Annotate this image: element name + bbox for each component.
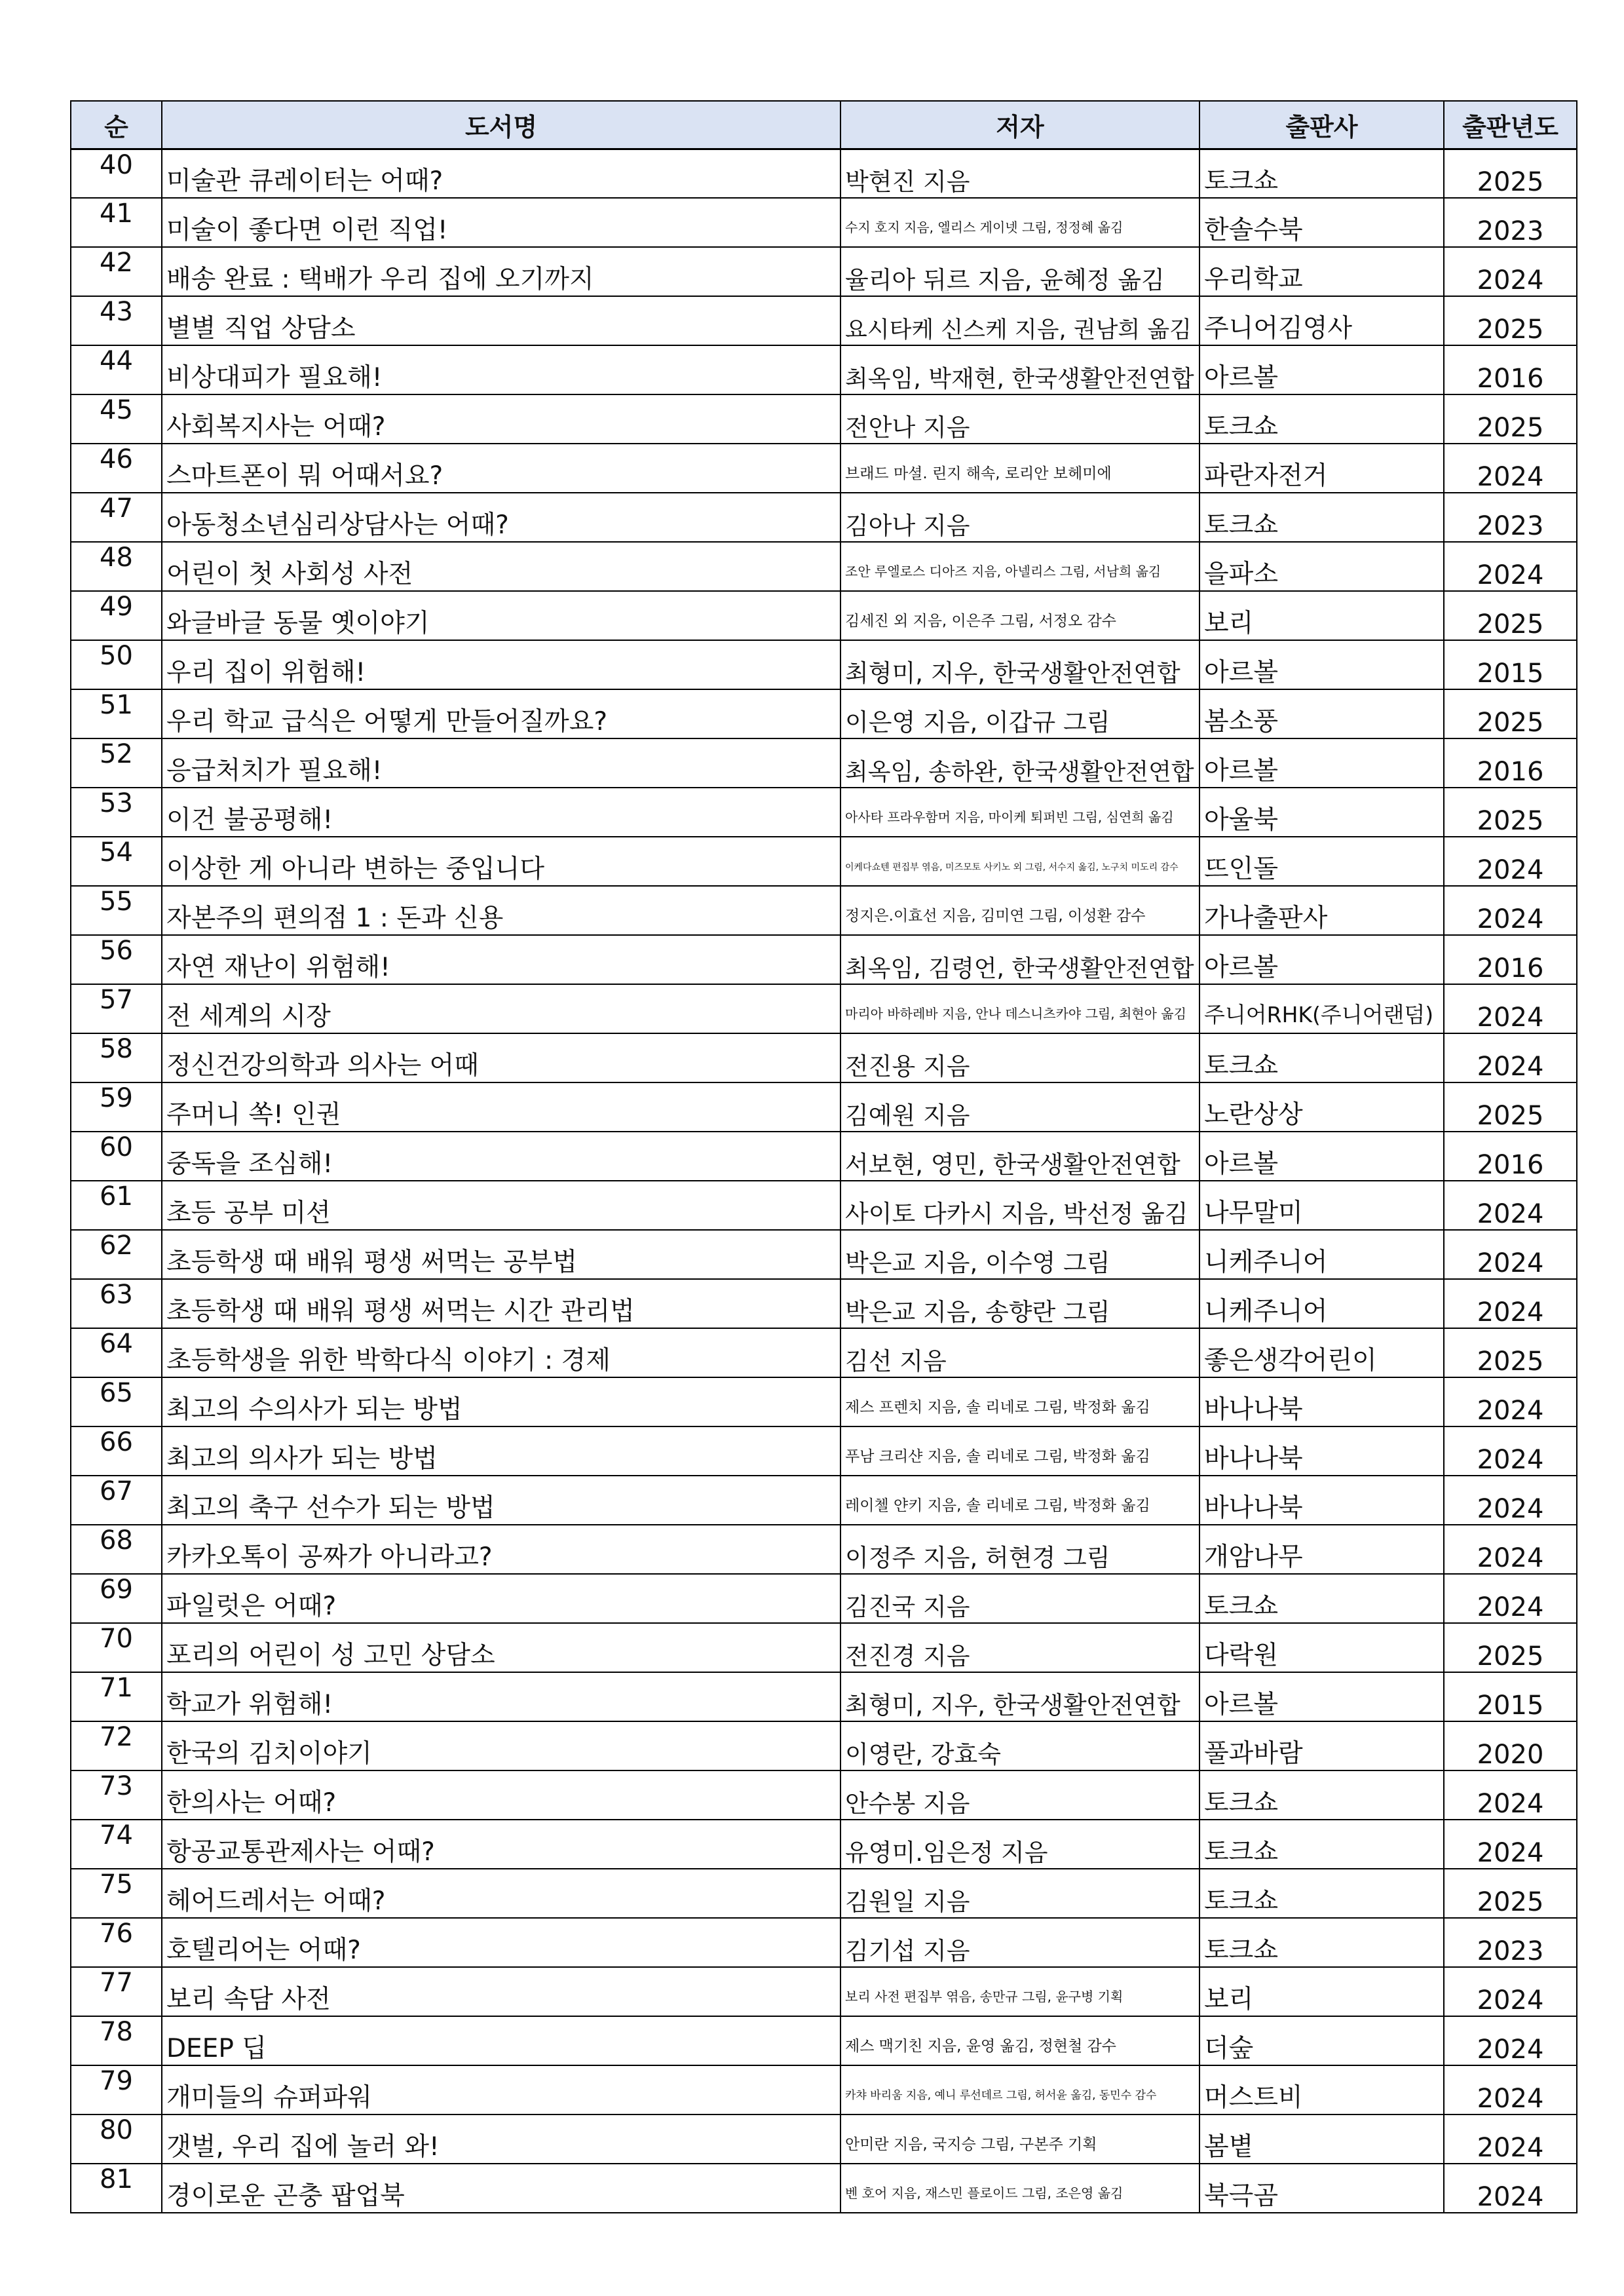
book-year: 2025 [1444, 1082, 1577, 1132]
row-number: 45 [71, 394, 162, 444]
table-row [71, 542, 1577, 591]
row-number: 65 [71, 1377, 162, 1426]
row-number: 58 [71, 1033, 162, 1082]
row-number: 53 [71, 788, 162, 837]
book-publisher: 아르볼 [1199, 738, 1444, 788]
row-number: 80 [71, 2114, 162, 2164]
book-year: 2020 [1444, 1721, 1577, 1770]
book-publisher: 아울북 [1199, 788, 1444, 837]
table-row [71, 1377, 1577, 1426]
book-year: 2025 [1444, 788, 1577, 837]
header-no: 순 [71, 101, 162, 149]
book-publisher: 바나나북 [1199, 1476, 1444, 1525]
header-row [71, 101, 1577, 149]
book-year: 2025 [1444, 689, 1577, 738]
book-author: 제스 프렌치 지음, 솔 리네로 그림, 박정화 옮김 [840, 1377, 1199, 1426]
row-number: 48 [71, 542, 162, 591]
book-author: 요시타케 신스케 지음, 권남희 옮김 [840, 296, 1199, 345]
table-row [71, 394, 1577, 444]
row-number: 77 [71, 1967, 162, 2016]
row-number: 63 [71, 1279, 162, 1328]
table-row [71, 984, 1577, 1033]
book-author: 박현진 지음 [840, 149, 1199, 198]
table-row [71, 1918, 1577, 1967]
table-row [71, 837, 1577, 886]
book-publisher: 보리 [1199, 591, 1444, 640]
table-row [71, 1328, 1577, 1377]
book-year: 2024 [1444, 2016, 1577, 2065]
book-author: 김진국 지음 [840, 1574, 1199, 1623]
row-number: 70 [71, 1623, 162, 1672]
book-title: 이상한 게 아니라 변하는 중입니다 [162, 837, 840, 886]
book-title: 초등 공부 미션 [162, 1181, 840, 1230]
table-row [71, 738, 1577, 788]
book-title: 최고의 의사가 되는 방법 [162, 1426, 840, 1476]
row-number: 44 [71, 345, 162, 394]
header-author: 저자 [840, 101, 1199, 149]
book-publisher: 다락원 [1199, 1623, 1444, 1672]
row-number: 60 [71, 1132, 162, 1181]
book-title: 배송 완료 : 택배가 우리 집에 오기까지 [162, 247, 840, 296]
book-year: 2016 [1444, 1132, 1577, 1181]
table-row [71, 444, 1577, 493]
table-row [71, 1770, 1577, 1820]
book-year: 2024 [1444, 1377, 1577, 1426]
book-year: 2015 [1444, 1672, 1577, 1721]
table-row [71, 149, 1577, 198]
book-title: 경이로운 곤충 팝업북 [162, 2164, 840, 2213]
table-row [71, 1967, 1577, 2016]
row-number: 61 [71, 1181, 162, 1230]
book-year: 2024 [1444, 1967, 1577, 2016]
book-title: 별별 직업 상담소 [162, 296, 840, 345]
book-year: 2024 [1444, 1574, 1577, 1623]
table-row [71, 2164, 1577, 2213]
book-author: 이케다쇼텐 편집부 엮음, 미즈모토 사키노 외 그림, 서수지 옮김, 노구치 미도리 감수 [840, 837, 1199, 886]
book-author: 레이첼 얀키 지음, 솔 리네로 그림, 박정화 옮김 [840, 1476, 1199, 1525]
book-publisher: 한솔수북 [1199, 198, 1444, 247]
book-publisher: 주니어김영사 [1199, 296, 1444, 345]
book-title: 헤어드레서는 어때? [162, 1869, 840, 1918]
book-year: 2024 [1444, 2164, 1577, 2213]
book-year: 2024 [1444, 1279, 1577, 1328]
book-author: 보리 사전 편집부 엮음, 송만규 그림, 윤구병 기획 [840, 1967, 1199, 2016]
table-row [71, 1426, 1577, 1476]
book-title: 이건 불공평해! [162, 788, 840, 837]
book-title: 카카오톡이 공짜가 아니라고? [162, 1525, 840, 1574]
row-number: 68 [71, 1525, 162, 1574]
book-publisher: 가나출판사 [1199, 886, 1444, 935]
row-number: 49 [71, 591, 162, 640]
book-title: 파일럿은 어때? [162, 1574, 840, 1623]
row-number: 40 [71, 149, 162, 198]
book-author: 김아나 지음 [840, 493, 1199, 542]
row-number: 59 [71, 1082, 162, 1132]
book-title: 전 세계의 시장 [162, 984, 840, 1033]
book-year: 2024 [1444, 984, 1577, 1033]
book-publisher: 토크쇼 [1199, 1869, 1444, 1918]
row-number: 72 [71, 1721, 162, 1770]
table-row [71, 2114, 1577, 2164]
book-title: 초등학생 때 배워 평생 써먹는 시간 관리법 [162, 1279, 840, 1328]
book-author: 이영란, 강효숙 [840, 1721, 1199, 1770]
table-row [71, 2065, 1577, 2114]
book-title: 비상대피가 필요해! [162, 345, 840, 394]
book-author: 푸남 크리샨 지음, 솔 리네로 그림, 박정화 옮김 [840, 1426, 1199, 1476]
book-year: 2023 [1444, 493, 1577, 542]
row-number: 54 [71, 837, 162, 886]
row-number: 64 [71, 1328, 162, 1377]
table-row [71, 1672, 1577, 1721]
book-author: 이은영 지음, 이갑규 그림 [840, 689, 1199, 738]
book-publisher: 개암나무 [1199, 1525, 1444, 1574]
row-number: 62 [71, 1230, 162, 1279]
book-author: 전안나 지음 [840, 394, 1199, 444]
book-title: 최고의 수의사가 되는 방법 [162, 1377, 840, 1426]
book-author: 제스 맥기친 지음, 윤영 옮김, 정현철 감수 [840, 2016, 1199, 2065]
book-publisher: 토크쇼 [1199, 1574, 1444, 1623]
book-year: 2016 [1444, 345, 1577, 394]
book-publisher: 토크쇼 [1199, 1918, 1444, 1967]
row-number: 78 [71, 2016, 162, 2065]
book-author: 아사타 프라우함머 지음, 마이케 퇴퍼빈 그림, 심연희 옮김 [840, 788, 1199, 837]
book-year: 2024 [1444, 837, 1577, 886]
book-author: 김세진 외 지음, 이은주 그림, 서정오 감수 [840, 591, 1199, 640]
book-author: 김선 지음 [840, 1328, 1199, 1377]
book-year: 2024 [1444, 886, 1577, 935]
table-row [71, 640, 1577, 689]
book-author: 박은교 지음, 이수영 그림 [840, 1230, 1199, 1279]
book-publisher: 풀과바람 [1199, 1721, 1444, 1770]
book-author: 전진용 지음 [840, 1033, 1199, 1082]
header-year: 출판년도 [1444, 101, 1577, 149]
book-author: 마리아 바하레바 지음, 안나 데스니츠카야 그림, 최현아 옮김 [840, 984, 1199, 1033]
book-title: 어린이 첫 사회성 사전 [162, 542, 840, 591]
table-row [71, 886, 1577, 935]
row-number: 50 [71, 640, 162, 689]
book-title: 정신건강의학과 의사는 어때 [162, 1033, 840, 1082]
book-title: 미술관 큐레이터는 어때? [162, 149, 840, 198]
table-row [71, 591, 1577, 640]
row-number: 73 [71, 1770, 162, 1820]
book-author: 김기섭 지음 [840, 1918, 1199, 1967]
book-author: 율리아 뒤르 지음, 윤혜정 옮김 [840, 247, 1199, 296]
row-number: 42 [71, 247, 162, 296]
book-year: 2025 [1444, 591, 1577, 640]
header-title: 도서명 [162, 101, 840, 149]
book-author: 이정주 지음, 허현경 그림 [840, 1525, 1199, 1574]
book-title: 사회복지사는 어때? [162, 394, 840, 444]
book-publisher: 토크쇼 [1199, 1033, 1444, 1082]
row-number: 47 [71, 493, 162, 542]
book-year: 2024 [1444, 1770, 1577, 1820]
book-year: 2023 [1444, 198, 1577, 247]
row-number: 76 [71, 1918, 162, 1967]
table-row [71, 1230, 1577, 1279]
book-publisher: 주니어RHK(주니어랜덤) [1199, 984, 1444, 1033]
table-row [71, 689, 1577, 738]
book-author: 유영미.임은정 지음 [840, 1820, 1199, 1869]
book-title: DEEP 딥 [162, 2016, 840, 2065]
book-year: 2024 [1444, 1181, 1577, 1230]
table-row [71, 1525, 1577, 1574]
book-year: 2024 [1444, 1230, 1577, 1279]
book-year: 2024 [1444, 2065, 1577, 2114]
book-publisher: 봄볕 [1199, 2114, 1444, 2164]
book-publisher: 바나나북 [1199, 1426, 1444, 1476]
book-title: 아동청소년심리상담사는 어때? [162, 493, 840, 542]
book-publisher: 파란자전거 [1199, 444, 1444, 493]
row-number: 74 [71, 1820, 162, 1869]
book-author: 최옥임, 송하완, 한국생활안전연합 [840, 738, 1199, 788]
book-title: 한국의 김치이야기 [162, 1721, 840, 1770]
book-title: 한의사는 어때? [162, 1770, 840, 1820]
table-row [71, 1574, 1577, 1623]
book-publisher: 니케주니어 [1199, 1230, 1444, 1279]
book-title: 우리 집이 위험해! [162, 640, 840, 689]
book-author: 최옥임, 박재현, 한국생활안전연합 [840, 345, 1199, 394]
table-row [71, 1033, 1577, 1082]
row-number: 55 [71, 886, 162, 935]
row-number: 69 [71, 1574, 162, 1623]
book-publisher: 아르볼 [1199, 345, 1444, 394]
book-year: 2023 [1444, 1918, 1577, 1967]
book-publisher: 니케주니어 [1199, 1279, 1444, 1328]
row-number: 51 [71, 689, 162, 738]
row-number: 66 [71, 1426, 162, 1476]
table-row [71, 345, 1577, 394]
book-title: 미술이 좋다면 이런 직업! [162, 198, 840, 247]
book-year: 2024 [1444, 247, 1577, 296]
table-row [71, 1181, 1577, 1230]
book-author: 안수봉 지음 [840, 1770, 1199, 1820]
book-author: 김예원 지음 [840, 1082, 1199, 1132]
book-title: 초등학생을 위한 박학다식 이야기 : 경제 [162, 1328, 840, 1377]
book-publisher: 토크쇼 [1199, 1770, 1444, 1820]
row-number: 57 [71, 984, 162, 1033]
book-publisher: 나무말미 [1199, 1181, 1444, 1230]
table-row [71, 198, 1577, 247]
book-title: 와글바글 동물 옛이야기 [162, 591, 840, 640]
book-year: 2025 [1444, 1328, 1577, 1377]
book-publisher: 북극곰 [1199, 2164, 1444, 2213]
table-body [71, 149, 1577, 2213]
book-title: 항공교통관제사는 어때? [162, 1820, 840, 1869]
book-author: 사이토 다카시 지음, 박선정 옮김 [840, 1181, 1199, 1230]
book-year: 2016 [1444, 935, 1577, 984]
book-year: 2025 [1444, 394, 1577, 444]
book-year: 2024 [1444, 542, 1577, 591]
row-number: 81 [71, 2164, 162, 2213]
book-year: 2024 [1444, 444, 1577, 493]
table-row [71, 296, 1577, 345]
book-author: 최형미, 지우, 한국생활안전연합 [840, 1672, 1199, 1721]
book-publisher: 을파소 [1199, 542, 1444, 591]
book-author: 안미란 지음, 국지승 그림, 구본주 기획 [840, 2114, 1199, 2164]
table-row [71, 1721, 1577, 1770]
table-row [71, 1869, 1577, 1918]
book-title: 초등학생 때 배워 평생 써먹는 공부법 [162, 1230, 840, 1279]
book-year: 2015 [1444, 640, 1577, 689]
row-number: 46 [71, 444, 162, 493]
book-year: 2016 [1444, 738, 1577, 788]
book-title: 최고의 축구 선수가 되는 방법 [162, 1476, 840, 1525]
book-publisher: 우리학교 [1199, 247, 1444, 296]
header-publisher: 출판사 [1199, 101, 1444, 149]
book-author: 최옥임, 김령언, 한국생활안전연합 [840, 935, 1199, 984]
book-year: 2025 [1444, 1869, 1577, 1918]
book-publisher: 바나나북 [1199, 1377, 1444, 1426]
book-year: 2024 [1444, 2114, 1577, 2164]
book-author: 벤 호어 지음, 재스민 플로이드 그림, 조은영 옮김 [840, 2164, 1199, 2213]
book-year: 2024 [1444, 1426, 1577, 1476]
book-title: 개미들의 슈퍼파워 [162, 2065, 840, 2114]
table-row [71, 1820, 1577, 1869]
book-author: 수지 호지 지음, 엘리스 게이넷 그림, 정정혜 옮김 [840, 198, 1199, 247]
book-year: 2025 [1444, 296, 1577, 345]
book-publisher: 더숲 [1199, 2016, 1444, 2065]
book-publisher: 아르볼 [1199, 1132, 1444, 1181]
table-row [71, 1476, 1577, 1525]
book-title: 우리 학교 급식은 어떻게 만들어질까요? [162, 689, 840, 738]
book-publisher: 보리 [1199, 1967, 1444, 2016]
book-publisher: 뜨인돌 [1199, 837, 1444, 886]
book-title: 주머니 쏙! 인권 [162, 1082, 840, 1132]
book-author: 브래드 마셜. 린지 해속, 로리안 보헤미에 [840, 444, 1199, 493]
book-year: 2025 [1444, 149, 1577, 198]
book-publisher: 아르볼 [1199, 1672, 1444, 1721]
book-title: 자연 재난이 위험해! [162, 935, 840, 984]
book-author: 카챠 바리움 지음, 예니 루선데르 그림, 허서윤 옮김, 동민수 감수 [840, 2065, 1199, 2114]
book-publisher: 노란상상 [1199, 1082, 1444, 1132]
book-author: 정지은.이효선 지음, 김미연 그림, 이성환 감수 [840, 886, 1199, 935]
book-title: 응급처치가 필요해! [162, 738, 840, 788]
row-number: 41 [71, 198, 162, 247]
book-title: 포리의 어린이 성 고민 상담소 [162, 1623, 840, 1672]
book-publisher: 토크쇼 [1199, 149, 1444, 198]
row-number: 56 [71, 935, 162, 984]
book-title: 갯벌, 우리 집에 놀러 와! [162, 2114, 840, 2164]
table-row [71, 2016, 1577, 2065]
table-row [71, 1623, 1577, 1672]
book-author: 박은교 지음, 송향란 그림 [840, 1279, 1199, 1328]
table-row [71, 1082, 1577, 1132]
book-publisher: 토크쇼 [1199, 1820, 1444, 1869]
row-number: 43 [71, 296, 162, 345]
book-author: 최형미, 지우, 한국생활안전연합 [840, 640, 1199, 689]
row-number: 75 [71, 1869, 162, 1918]
book-title: 중독을 조심해! [162, 1132, 840, 1181]
book-publisher: 아르볼 [1199, 935, 1444, 984]
table-row [71, 493, 1577, 542]
book-publisher: 토크쇼 [1199, 394, 1444, 444]
row-number: 52 [71, 738, 162, 788]
book-author: 서보현, 영민, 한국생활안전연합 [840, 1132, 1199, 1181]
book-title: 호텔리어는 어때? [162, 1918, 840, 1967]
table-row [71, 247, 1577, 296]
table-row [71, 1279, 1577, 1328]
book-publisher: 머스트비 [1199, 2065, 1444, 2114]
book-author: 김원일 지음 [840, 1869, 1199, 1918]
book-title: 학교가 위험해! [162, 1672, 840, 1721]
book-publisher: 토크쇼 [1199, 493, 1444, 542]
book-author: 전진경 지음 [840, 1623, 1199, 1672]
row-number: 71 [71, 1672, 162, 1721]
book-year: 2025 [1444, 1623, 1577, 1672]
book-publisher: 좋은생각어린이 [1199, 1328, 1444, 1377]
table-row [71, 788, 1577, 837]
book-publisher: 아르볼 [1199, 640, 1444, 689]
book-year: 2024 [1444, 1820, 1577, 1869]
book-year: 2024 [1444, 1033, 1577, 1082]
row-number: 79 [71, 2065, 162, 2114]
book-title: 보리 속담 사전 [162, 1967, 840, 2016]
row-number: 67 [71, 1476, 162, 1525]
table-header [71, 101, 1577, 149]
book-publisher: 봄소풍 [1199, 689, 1444, 738]
book-list-table [70, 100, 1577, 2213]
book-title: 자본주의 편의점 1 : 돈과 신용 [162, 886, 840, 935]
book-year: 2024 [1444, 1476, 1577, 1525]
book-author: 조안 루엘로스 디아즈 지음, 아넬리스 그림, 서남희 옮김 [840, 542, 1199, 591]
book-title: 스마트폰이 뭐 어때서요? [162, 444, 840, 493]
book-year: 2024 [1444, 1525, 1577, 1574]
table-row [71, 935, 1577, 984]
table-row [71, 1132, 1577, 1181]
